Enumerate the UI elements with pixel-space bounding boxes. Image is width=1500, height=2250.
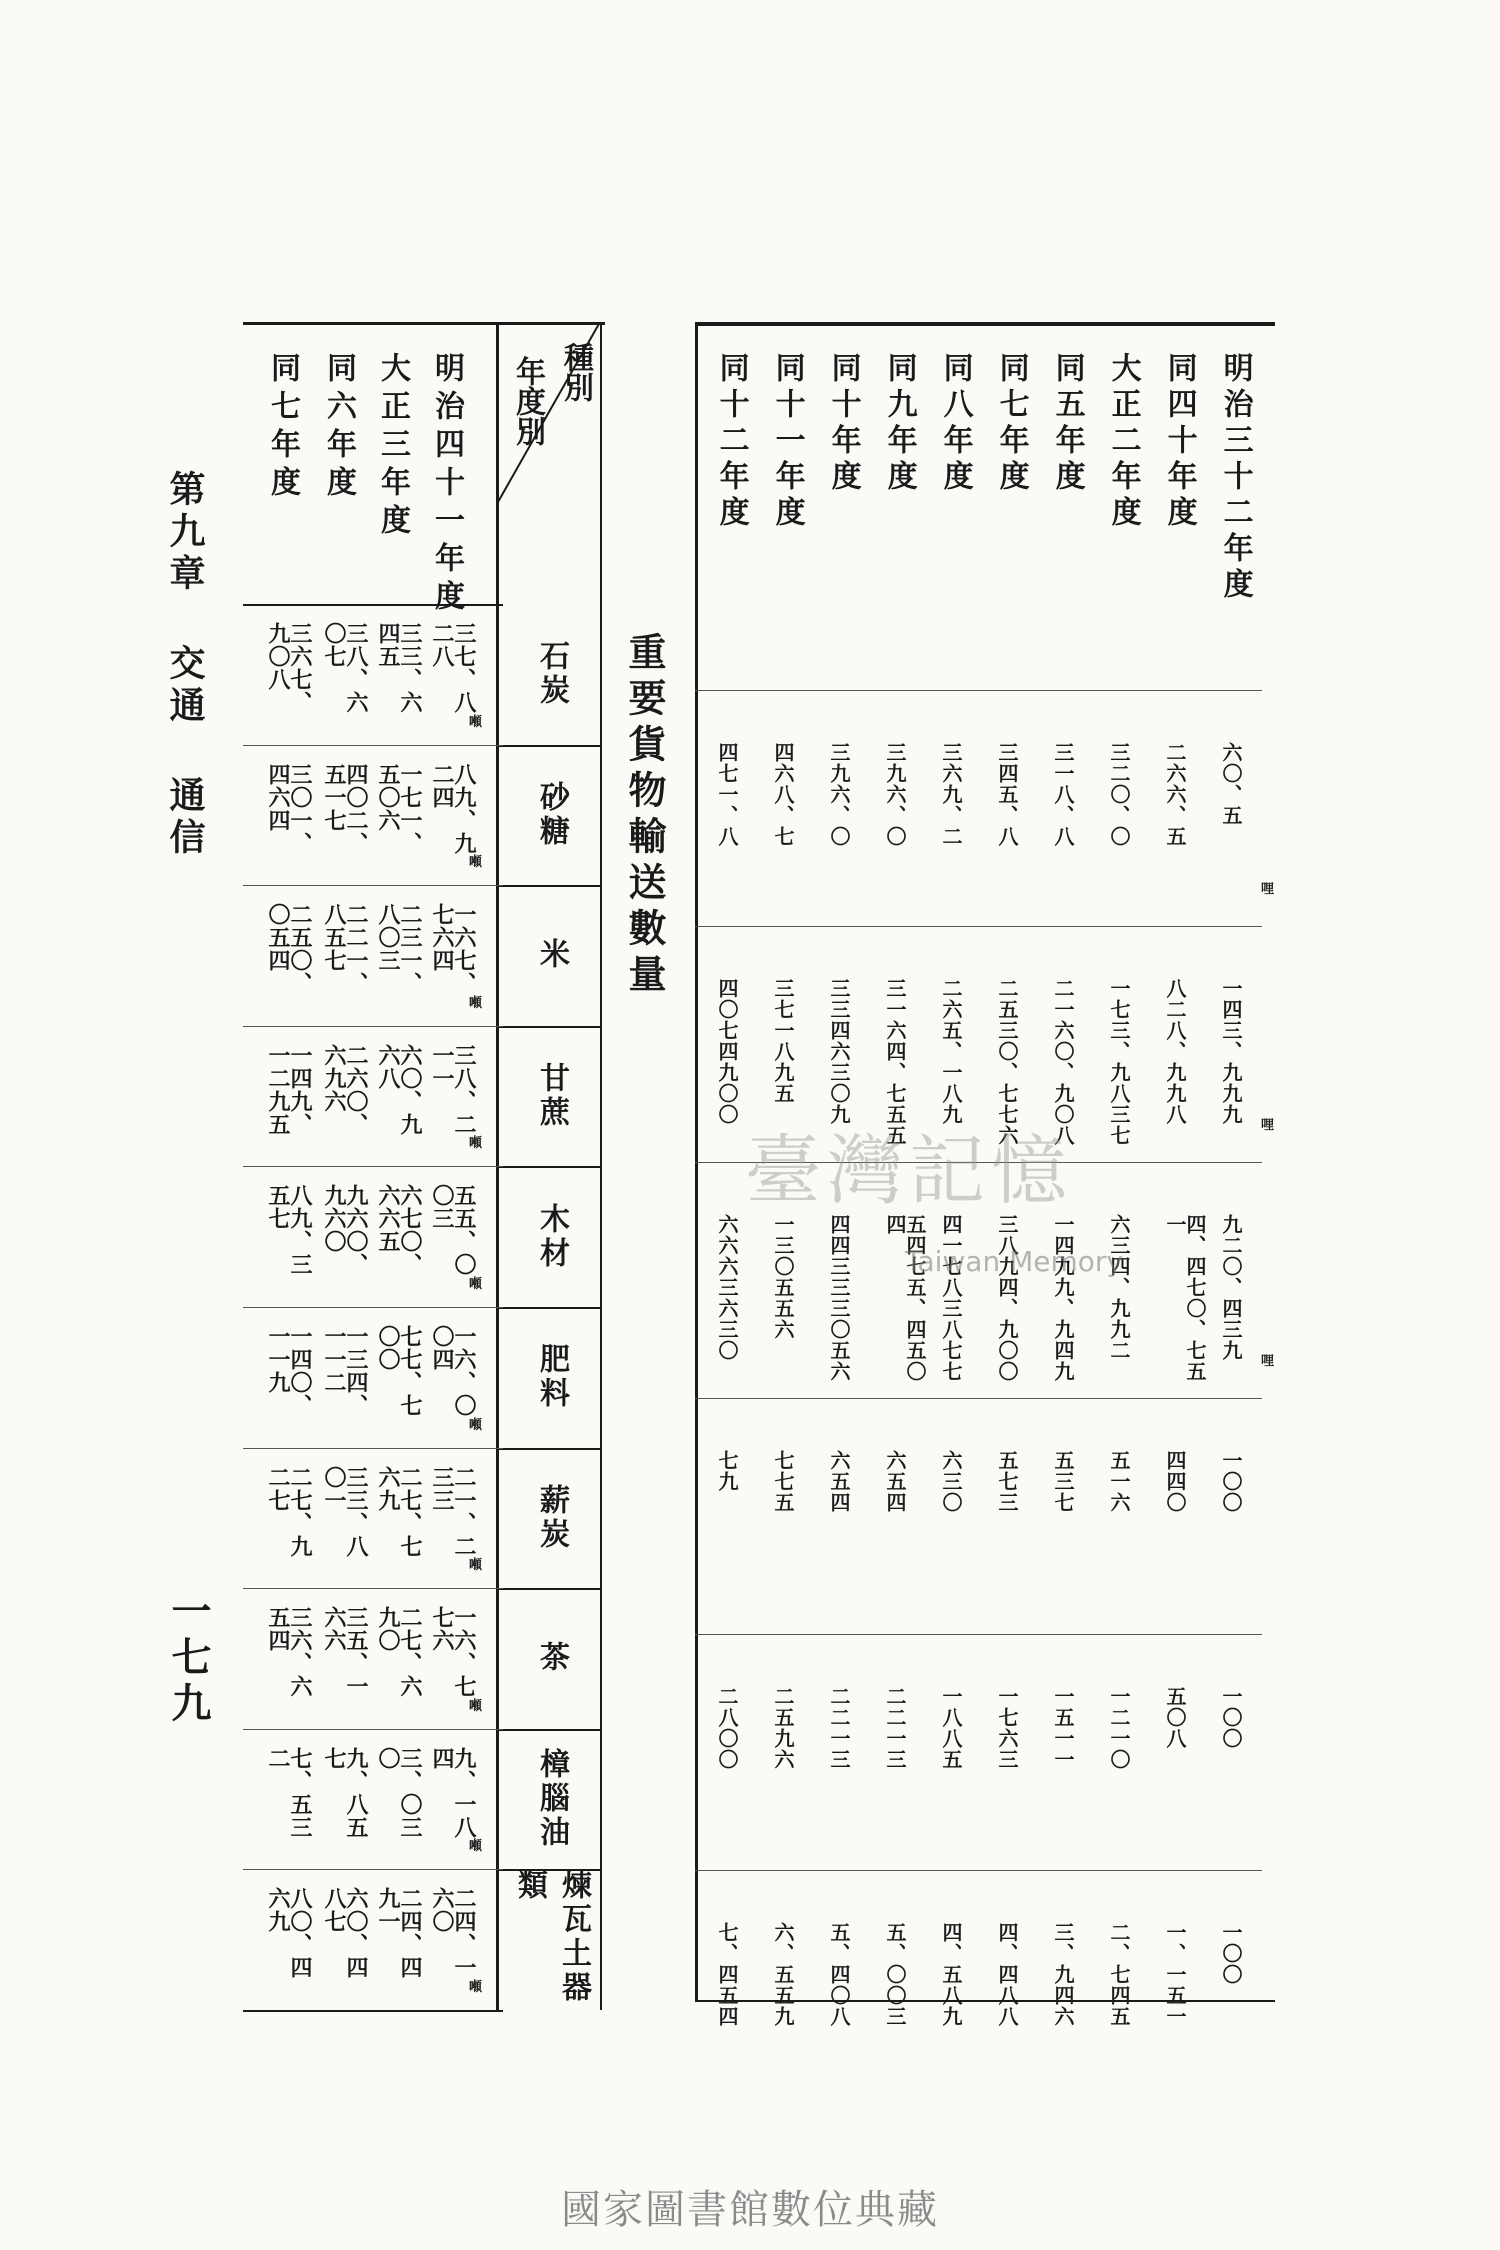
left-year-4: 同七年度 xyxy=(265,352,300,504)
unit-label: 噸 xyxy=(469,714,483,730)
table-cell: 四、四七〇、七五一 xyxy=(1163,1214,1207,1382)
table-cell: 一三〇五五六 xyxy=(771,1214,795,1340)
unit-label: 哩 xyxy=(1261,1118,1275,1133)
table-cell: 四〇二、五一七 xyxy=(321,762,369,855)
table-cell: 二六六、五 xyxy=(1163,742,1187,847)
row-rule xyxy=(243,1448,503,1449)
row-rule xyxy=(243,1869,503,1870)
table-cell: 三七一八九五 xyxy=(771,978,795,1104)
table-cell: 二二一三 xyxy=(883,1686,907,1770)
bottom-rule xyxy=(243,2010,503,2012)
right-year-label: 同十二年度 xyxy=(713,352,749,532)
unit-label: 噸 xyxy=(469,1136,483,1152)
table-cell: 六五四 xyxy=(827,1450,851,1513)
right-year-label: 明治三十二年度 xyxy=(1217,352,1253,604)
watermark-logo: 臺灣記憶 xyxy=(745,1126,1073,1215)
right-year-label: 同十一年度 xyxy=(769,352,805,532)
table-cell: 一六、七七六 xyxy=(429,1606,477,1699)
table-cell: 一四九、一二九五 xyxy=(265,1043,313,1136)
table-cell: 三、〇三〇 xyxy=(375,1746,423,1839)
table-cell: 一七六三 xyxy=(995,1686,1019,1770)
table-cell: 五五、〇〇三 xyxy=(429,1184,477,1277)
table-cell: 七七五 xyxy=(771,1450,795,1513)
unit-label: 噸 xyxy=(469,1417,483,1433)
section-rule xyxy=(695,1870,1262,1871)
unit-label: 噸 xyxy=(469,995,483,1011)
table-cell: 一四三、九九九 xyxy=(1219,978,1243,1125)
table-cell: 二三一、八〇三 xyxy=(375,903,423,996)
table-cell: 二二一三 xyxy=(827,1686,851,1770)
table-cell: 三六七、九〇八 xyxy=(265,622,313,714)
table-cell: 二六〇、六九六 xyxy=(321,1043,369,1136)
table-cell: 五〇八 xyxy=(1163,1686,1187,1749)
table-cell: 四、四八八 xyxy=(995,1922,1019,2027)
category-label: 甘蔗 xyxy=(534,1062,569,1131)
table-cell: 一四〇、一一九 xyxy=(265,1325,313,1417)
table-cell: 五三七 xyxy=(1051,1450,1075,1513)
table-cell: 八二八、九九八 xyxy=(1163,978,1187,1125)
section-rule xyxy=(695,926,1262,927)
table-cell: 一三四、一一二 xyxy=(321,1325,369,1417)
right-year-label: 同十年度 xyxy=(825,352,861,496)
table-cell: 一、一五一 xyxy=(1163,1922,1187,2027)
table-cell: 八〇、四六九 xyxy=(265,1887,313,1980)
table-cell: 二、七四五 xyxy=(1107,1922,1131,2027)
category-label: 石炭 xyxy=(534,640,569,709)
table-cell: 四、五八九 xyxy=(939,1922,963,2027)
table-cell: 二四、一六〇 xyxy=(429,1887,477,1980)
left-year-2: 大正三年度 xyxy=(375,352,410,542)
table-cell: 八九、九二四 xyxy=(429,762,477,855)
table-cell: 三二〇、〇 xyxy=(1107,742,1131,847)
table-cell: 三七、八二八 xyxy=(429,622,477,714)
table-cell: 一〇〇 xyxy=(1219,1922,1243,1985)
category-label: 砂糖 xyxy=(534,780,569,849)
row-rule xyxy=(243,745,503,746)
unit-label: 噸 xyxy=(469,1277,483,1292)
table-cell: 三八、六〇七 xyxy=(321,622,369,714)
table-cell: 四七一、八 xyxy=(715,742,739,847)
table-cell: 九、八五七 xyxy=(321,1746,369,1839)
left-year-3: 同六年度 xyxy=(321,352,356,504)
table-cell: 五、〇〇三 xyxy=(883,1922,907,2027)
table-cell: 三三四六三〇九 xyxy=(827,978,851,1125)
table-cell: 二七、七六九 xyxy=(375,1465,423,1558)
table-cell: 五四七五、四五〇四 xyxy=(883,1214,927,1382)
table-cell: 三九六、〇 xyxy=(827,742,851,847)
table-cell: 九二〇、四三九 xyxy=(1219,1214,1243,1361)
cargo-by-category-table xyxy=(243,322,605,2010)
row-rule xyxy=(243,1588,503,1589)
table-cell: 一〇〇 xyxy=(1219,1686,1243,1749)
table-cell: 七、四五四 xyxy=(715,1922,739,2027)
table-cell: 四六八、七 xyxy=(771,742,795,847)
right-year-label: 大正二年度 xyxy=(1105,352,1141,532)
table-cell: 五一六 xyxy=(1107,1450,1131,1513)
right-edge-rule xyxy=(600,322,602,2010)
table-cell: 六〇、四八七 xyxy=(321,1887,369,1980)
row-rule xyxy=(243,1166,503,1167)
table-cell: 三三、八〇一 xyxy=(321,1465,369,1558)
watermark-logo-en: Taiwan Memory xyxy=(905,1245,1123,1278)
top-rule xyxy=(695,322,1275,326)
table-cell: 六三〇 xyxy=(939,1450,963,1513)
section-rule xyxy=(695,1398,1262,1399)
table-cell: 二五〇、〇五四 xyxy=(265,903,313,996)
table-cell: 二一六〇、九〇八 xyxy=(1051,978,1075,1146)
table-cell: 三四五、八 xyxy=(995,742,1019,847)
right-year-label: 同四十年度 xyxy=(1161,352,1197,532)
row-rule xyxy=(243,1026,503,1027)
table-cell: 二七、九二七 xyxy=(265,1465,313,1558)
table-cell: 七、五三二 xyxy=(265,1746,313,1839)
table-cell: 三六、六五四 xyxy=(265,1606,313,1699)
left-year-1: 明治四十一年度 xyxy=(429,352,464,618)
table-cell: 四四三三三〇五六 xyxy=(827,1214,851,1382)
table-cell: 三一六四、七五五 xyxy=(883,978,907,1146)
row-rule xyxy=(243,1307,503,1308)
table-cell: 六、五五九 xyxy=(771,1922,795,2027)
running-header: 第九章 交通 通信 xyxy=(164,470,206,860)
table-cell: 一二一〇 xyxy=(1107,1686,1131,1770)
row-rule xyxy=(243,885,503,886)
table-cell: 二六五、一八九 xyxy=(939,978,963,1125)
table-cell: 一六、〇〇四 xyxy=(429,1325,477,1417)
table-cell: 二一、二三三 xyxy=(429,1465,477,1558)
unit-label: 噸 xyxy=(469,1698,483,1714)
table-cell: 一七三、九八三七 xyxy=(1107,978,1131,1146)
table-cell: 六五四 xyxy=(883,1450,907,1513)
unit-label: 噸 xyxy=(469,1980,483,1995)
page-number: 一七九 xyxy=(165,1590,212,1728)
table-title: 重要貨物輸送數量 xyxy=(622,632,667,1000)
unit-label: 噸 xyxy=(469,855,483,871)
section-rule xyxy=(695,1634,1262,1635)
section-rule xyxy=(695,690,1262,691)
category-label: 煉瓦土器類 xyxy=(512,1869,591,2006)
unit-label: 哩 xyxy=(1261,1354,1275,1369)
table-cell: 六七〇、六六五 xyxy=(375,1184,423,1277)
table-cell: 四一七八三八七七 xyxy=(939,1214,963,1382)
table-cell: 五、四〇八 xyxy=(827,1922,851,2027)
table-cell: 一五一一 xyxy=(1051,1686,1075,1770)
header-separator xyxy=(243,604,503,606)
table-cell: 七九 xyxy=(715,1450,739,1492)
right-year-label: 同五年度 xyxy=(1049,352,1085,496)
table-cell: 三八九四、九〇〇 xyxy=(995,1214,1019,1382)
table-cell: 三、九四六 xyxy=(1051,1922,1075,2027)
corner-type-label: 種別 xyxy=(558,342,593,402)
table-cell: 一六七、七六四 xyxy=(429,903,477,996)
category-label: 薪炭 xyxy=(534,1483,569,1552)
table-cell: 六三四、九九二 xyxy=(1107,1214,1131,1361)
table-cell: 四四〇 xyxy=(1163,1450,1187,1513)
category-label: 木材 xyxy=(534,1202,569,1271)
category-label: 樟腦油 xyxy=(534,1748,569,1851)
table-cell: 三一八、八 xyxy=(1051,742,1075,847)
footer-credit: 國家圖書館數位典藏 xyxy=(561,2187,939,2233)
table-cell: 三八、二一一 xyxy=(429,1043,477,1136)
unit-label: 噸 xyxy=(469,1558,483,1574)
table-cell: 六〇、五 xyxy=(1219,742,1243,826)
category-label: 米 xyxy=(534,938,569,973)
right-year-label: 同七年度 xyxy=(993,352,1029,496)
table-cell: 二五三〇、七七六 xyxy=(995,978,1019,1146)
category-label: 肥料 xyxy=(534,1343,569,1412)
table-cell: 三五、一六六 xyxy=(321,1606,369,1699)
table-cell: 二七、六九〇 xyxy=(375,1606,423,1699)
table-cell: 三〇一、四六四 xyxy=(265,762,313,855)
table-cell: 六〇、九六八 xyxy=(375,1043,423,1136)
category-label: 茶 xyxy=(534,1641,569,1676)
table-cell: 一八八五 xyxy=(939,1686,963,1770)
table-cell: 二四、四九一 xyxy=(375,1887,423,1980)
table-cell: 二二一、八五七 xyxy=(321,903,369,996)
table-cell: 二五九六 xyxy=(771,1686,795,1770)
table-cell: 三三、六四五 xyxy=(375,622,423,714)
table-cell: 三九六、〇 xyxy=(883,742,907,847)
table-cell: 五七三 xyxy=(995,1450,1019,1513)
right-year-label: 同八年度 xyxy=(937,352,973,496)
corner-year-label: 年度別 xyxy=(510,356,545,446)
unit-label: 哩 xyxy=(1261,882,1275,897)
table-cell: 六六六三六三〇 xyxy=(715,1214,739,1361)
table-cell: 九六〇、九六〇 xyxy=(321,1184,369,1277)
table-cell: 七七、七〇〇 xyxy=(375,1325,423,1417)
table-cell: 一四九九、九四九 xyxy=(1051,1214,1075,1382)
table-cell: 九、一八四 xyxy=(429,1746,477,1839)
table-cell: 三六九、二 xyxy=(939,742,963,847)
table-cell: 一七一、五〇六 xyxy=(375,762,423,855)
table-cell: 一〇〇 xyxy=(1219,1450,1243,1513)
right-year-label: 同九年度 xyxy=(881,352,917,496)
row-rule xyxy=(243,1729,503,1730)
unit-label: 噸 xyxy=(469,1839,483,1855)
table-cell: 二八〇〇 xyxy=(715,1686,739,1770)
table-cell: 四〇七四九〇〇 xyxy=(715,978,739,1125)
table-cell: 八九、三五七 xyxy=(265,1184,313,1277)
